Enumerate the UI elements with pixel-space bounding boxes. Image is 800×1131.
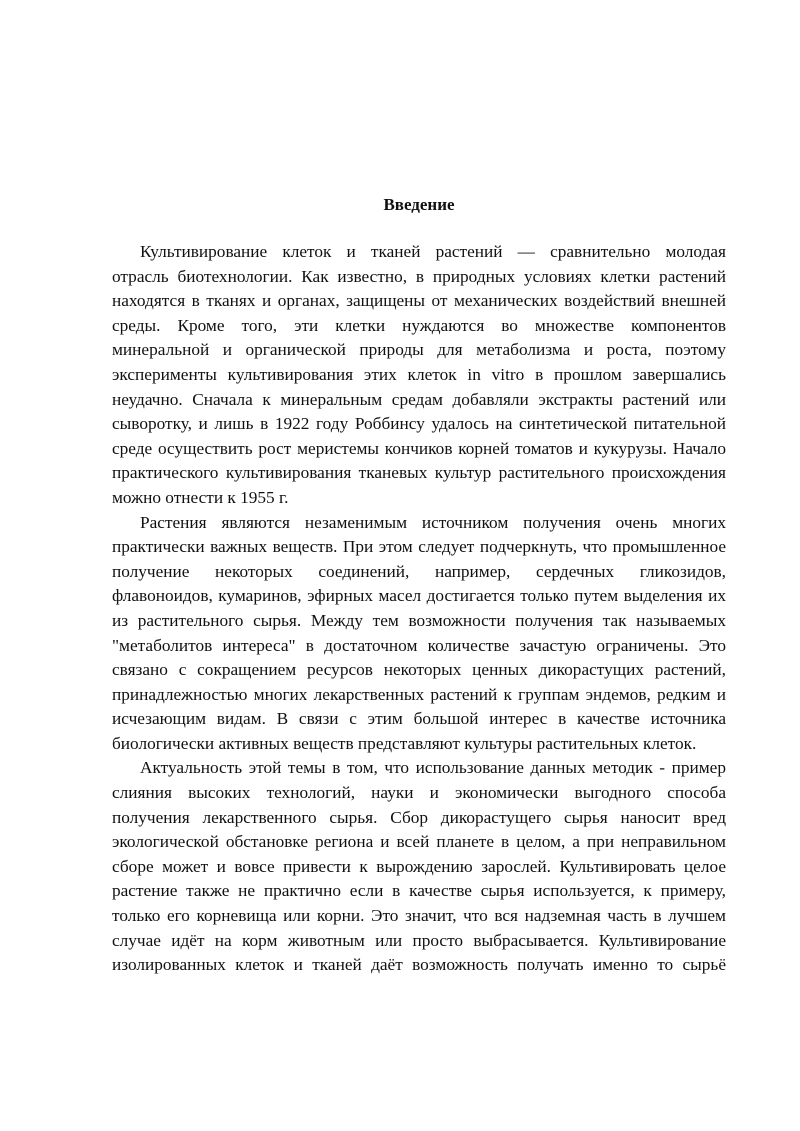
text-line: среде осуществить рост меристемы кончиков корней томатов и кукурузы. Начало	[112, 438, 726, 458]
text-line: практического культивирования тканевых культур растительного происхождения	[112, 463, 726, 483]
text-line: Культивирование клеток и тканей растений — сравнительно молодая	[140, 242, 726, 261]
text-line: изолированных клеток и тканей даёт возможность получать именно то сырьё	[112, 955, 726, 975]
document-page	[112, 0, 726, 1131]
text-line: сыворотку, и лишь в 1922 году Роббинсу удалось на синтетической питательной	[112, 414, 726, 434]
text-line: сборе может и вовсе привести к вырождению зарослей. Культивировать целое	[112, 856, 726, 876]
text-line: слияния высоких технологий, науки и экономически выгодного способа	[112, 783, 726, 803]
text-line: практически важных веществ. При этом следует подчеркнуть, что промышленное	[112, 537, 726, 557]
page-title: Введение	[383, 195, 455, 214]
text-line: среды. Кроме того, эти клетки нуждаются во множестве компонентов	[112, 315, 726, 335]
text-line: экологической обстановке региона и всей планете в целом, а при неправильном	[112, 832, 726, 852]
text-line: только его корневища или корни. Это значит, что вся надземная часть в лучшем	[112, 906, 726, 926]
text-line: "метаболитов интереса" в достаточном количестве зачастую ограничены. Это	[112, 635, 726, 655]
text-line: можно отнести к 1955 г.	[112, 487, 289, 507]
text-line: флавоноидов, кумаринов, эфирных масел достигается только путем выделения их	[112, 586, 726, 606]
text-line: минеральной и органической природы для метаболизма и роста, поэтому	[112, 340, 726, 360]
document-body	[112, 240, 726, 978]
text-line: исчезающим видам. В связи с этим большой интерес в качестве источника	[112, 709, 726, 729]
text-line: Растения являются незаменимым источником получения очень многих	[140, 512, 726, 532]
text-line: связано с сокращением ресурсов некоторых ценных дикорастущих растений,	[112, 660, 726, 680]
text-line: из растительного сырья. Между тем возможности получения так называемых	[112, 610, 726, 630]
text-line: эксперименты культивирования этих клеток in vitro в прошлом завершались	[112, 364, 726, 384]
text-line: растение также не практично если в качестве сырья используется, к примеру,	[112, 881, 726, 901]
text-line: отрасль биотехнологии. Как известно, в природных условиях клетки растений	[112, 266, 726, 286]
text-line: случае идёт на корм животным или просто выбрасывается. Культивирование	[112, 930, 726, 950]
text-line: неудачно. Сначала к минеральным средам добавляли экстракты растений или	[112, 389, 726, 409]
text-line: получения лекарственного сырья. Сбор дикорастущего сырья наносит вред	[112, 807, 726, 827]
text-line: Актуальность этой темы в том, что использование данных методик - пример	[140, 758, 726, 778]
text-line: принадлежностью многих лекарственных растений к группам эндемов, редким и	[112, 684, 726, 704]
paragraph	[112, 756, 726, 977]
text-line: находятся в тканях и органах, защищены от механических воздействий внешней	[112, 291, 726, 311]
paragraph	[112, 511, 726, 757]
text-line: биологически активных веществ представляют культуры растительных клеток.	[112, 733, 697, 753]
paragraph	[112, 240, 726, 511]
text-line: получение некоторых соединений, например, сердечных гликозидов,	[112, 561, 726, 581]
